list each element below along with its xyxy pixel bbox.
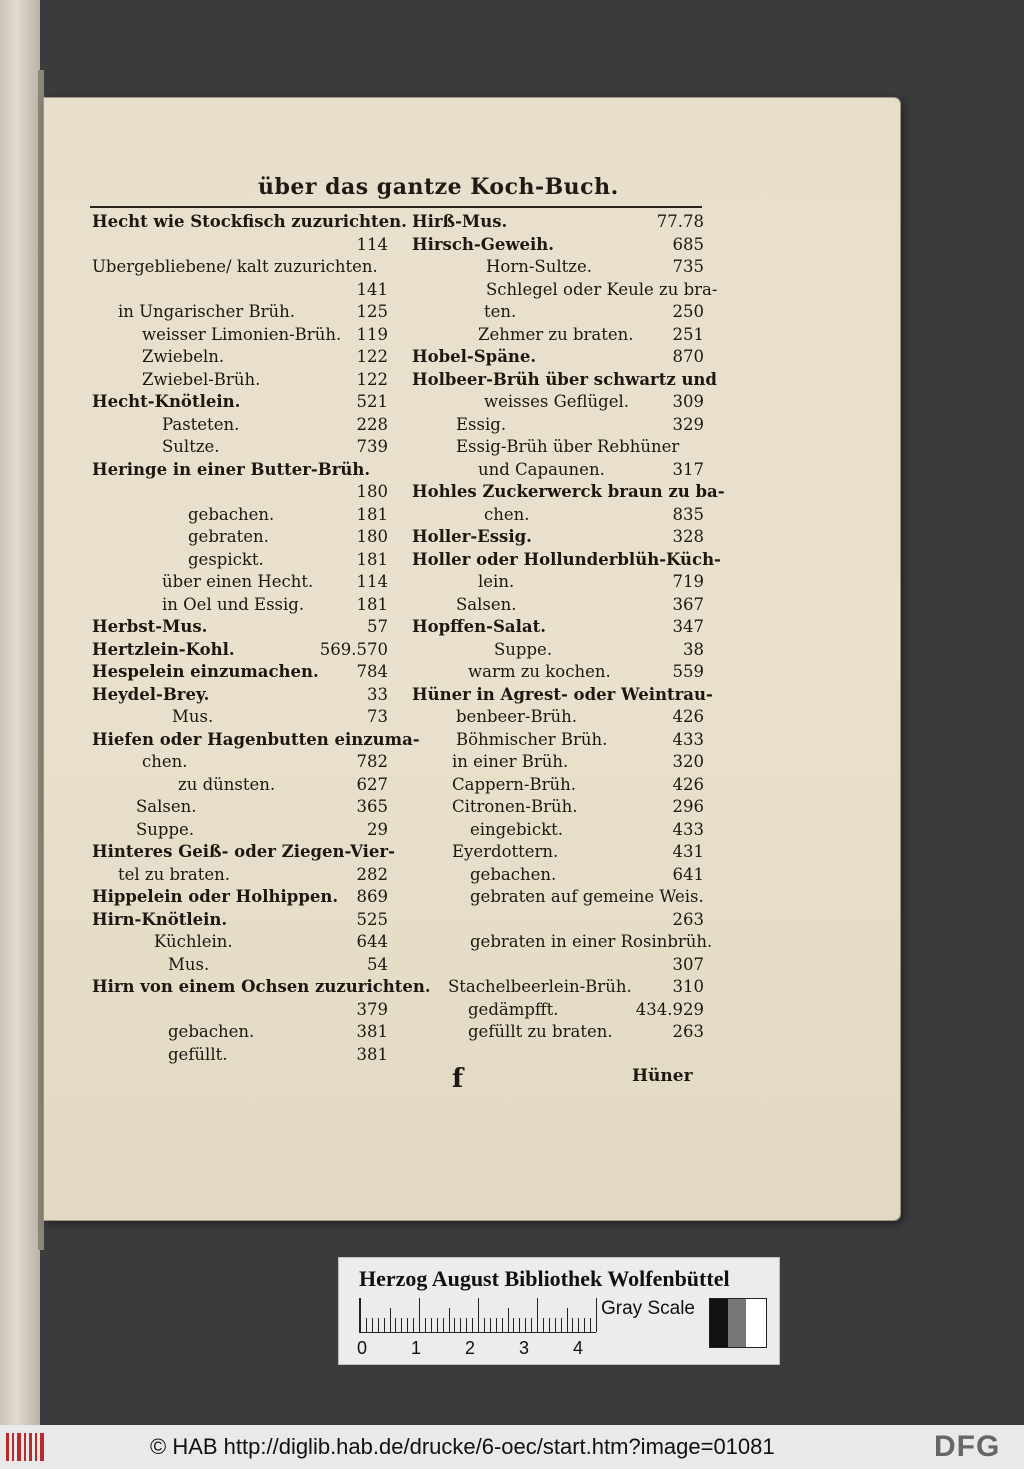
ruler-tick: [431, 1318, 432, 1332]
page-number: 685: [672, 234, 704, 254]
index-entry: Sultze.: [162, 437, 220, 456]
page-number: 434.929: [635, 999, 704, 1019]
ruler-tick: [567, 1308, 568, 1332]
page-number: 33: [367, 684, 388, 704]
ruler-tick: [395, 1318, 396, 1332]
ruler-label: 4: [573, 1338, 584, 1358]
index-entry: über einen Hecht.: [162, 572, 314, 591]
index-entry: Hirß-Mus.: [412, 212, 508, 231]
page-number: 347: [672, 617, 704, 636]
page-number: 119: [356, 324, 388, 344]
page-number: 521: [356, 392, 388, 411]
page-number: 310: [672, 977, 704, 996]
index-entry: in Oel und Essig.: [162, 594, 305, 614]
index-entry: Suppe.: [494, 639, 553, 659]
page-number: 644: [356, 932, 388, 951]
page-number: 627: [356, 774, 388, 794]
ruler-tick: [508, 1308, 509, 1332]
index-entry: Hecht wie Stockfisch zuzurichten.: [92, 212, 407, 231]
ruler-tick: [555, 1318, 556, 1332]
library-name: Herzog August Bibliothek Wolfenbüttel: [359, 1266, 730, 1291]
index-entry: Pasteten.: [162, 414, 240, 434]
page-number: 122: [356, 347, 388, 366]
page-number: 57: [367, 617, 388, 636]
ruler-tick: [525, 1318, 526, 1332]
ruler-tick: [466, 1318, 467, 1332]
page-number: 38: [683, 639, 704, 659]
index-entry: Hinteres Geiß- oder Ziegen-Vier-: [92, 842, 395, 861]
index-entry: Hecht-Knötlein.: [92, 392, 241, 411]
index-entry: Hespelein einzumachen.: [92, 662, 319, 681]
index-entry: in Ungarischer Brüh.: [118, 302, 295, 321]
page-number: 181: [356, 504, 388, 524]
page-number: 181: [356, 594, 388, 614]
ruler-tick: [578, 1318, 579, 1332]
page-number: 263: [672, 1022, 704, 1041]
ruler-tick: [584, 1318, 585, 1332]
page-number: 782: [356, 752, 388, 771]
page-number: 433: [672, 819, 704, 839]
page-number: 431: [672, 842, 704, 861]
index-entry: Ubergebliebene/ kalt zuzurichten.: [92, 257, 378, 276]
ruler-tick: [531, 1318, 532, 1332]
index-entry: gebachen.: [470, 864, 557, 884]
ruler-tick: [537, 1298, 538, 1332]
index-entry: Essig-Brüh über Rebhüner: [456, 437, 680, 456]
page-number: 739: [356, 437, 388, 456]
ruler-tick: [460, 1318, 461, 1332]
page-number: 317: [672, 459, 704, 479]
page-number: 719: [672, 572, 704, 591]
index-entry: Hirn von einem Ochsen zuzurichten.: [92, 977, 431, 996]
ruler-tick: [360, 1298, 361, 1332]
page-number: 263: [672, 909, 704, 929]
swatch-black: [710, 1299, 728, 1347]
index-entry: gebraten auf gemeine Weis.: [470, 887, 704, 906]
page-number: 365: [356, 797, 388, 816]
index-entry: warm zu kochen.: [468, 662, 611, 681]
index-entry: Zwiebeln.: [142, 347, 225, 366]
index-entry: chen.: [142, 752, 188, 771]
ruler-tick: [478, 1298, 479, 1332]
index-entry: Schlegel oder Keule zu bra-: [486, 279, 718, 299]
page-number: 320: [672, 752, 704, 771]
index-entry: gebraten.: [188, 527, 269, 546]
measurement-ruler: [359, 1298, 596, 1333]
ruler-label: 0: [357, 1338, 368, 1358]
page-number: 328: [672, 527, 704, 546]
index-entry: Salsen.: [136, 797, 197, 816]
index-entry: Citronen-Brüh.: [452, 797, 578, 816]
page-number: 77.78: [656, 212, 704, 231]
page-number: 433: [672, 729, 704, 749]
ruler-tick: [425, 1318, 426, 1332]
index-entry: gespickt.: [188, 549, 264, 569]
ruler-tick: [454, 1318, 455, 1332]
ruler-tick: [596, 1298, 597, 1332]
index-entry: benbeer-Brüh.: [456, 707, 578, 726]
page-number: 180: [356, 527, 388, 546]
page-number: 73: [367, 707, 388, 726]
ruler-label: 3: [519, 1338, 530, 1358]
dfg-logo: DFG: [934, 1430, 1001, 1463]
page-number: 569.570: [319, 639, 388, 659]
swatch-gray: [728, 1299, 746, 1347]
index-entry: weisses Geflügel.: [484, 392, 630, 411]
index-entry: Heringe in einer Butter-Brüh.: [92, 459, 371, 479]
ruler-tick: [513, 1318, 514, 1332]
page-number: 125: [356, 302, 388, 321]
index-entry: gebraten in einer Rosinbrüh.: [470, 932, 713, 951]
viewer-footer-bar: [0, 1425, 1024, 1469]
ruler-tick: [561, 1318, 562, 1332]
ruler-tick: [413, 1318, 414, 1332]
index-entry: gebachen.: [188, 504, 275, 524]
gray-scale-swatch: [709, 1298, 767, 1348]
index-entry: Böhmischer Brüh.: [456, 729, 608, 749]
index-entry: gefüllt zu braten.: [468, 1022, 613, 1041]
ruler-tick: [366, 1318, 367, 1332]
index-entry: Zwiebel-Brüh.: [142, 369, 261, 389]
page-number: 735: [672, 257, 704, 276]
header-rule: [90, 206, 702, 208]
ruler-label: 1: [411, 1338, 422, 1358]
page-number: 228: [356, 414, 388, 434]
index-entry: Holbeer-Brüh über schwartz und: [412, 369, 717, 389]
index-entry: Zehmer zu braten.: [478, 324, 634, 344]
page-number: 180: [356, 482, 388, 501]
index-entry: Mus.: [168, 954, 210, 974]
page-number: 114: [356, 234, 388, 254]
page-number: 141: [356, 279, 388, 299]
ruler-tick: [590, 1318, 591, 1332]
page-number: 181: [356, 549, 388, 569]
page-number: 329: [672, 414, 704, 434]
index-entry: Küchlein.: [154, 932, 233, 951]
ruler-tick: [572, 1318, 573, 1332]
index-entry: Essig.: [456, 414, 507, 434]
index-entry: Hopffen-Salat.: [412, 617, 546, 636]
ruler-tick: [502, 1318, 503, 1332]
index-entry: gebachen.: [168, 1022, 255, 1041]
index-entry: chen.: [484, 504, 530, 524]
page-number: 381: [356, 1044, 388, 1064]
index-entry: gefüllt.: [168, 1044, 228, 1064]
page-number: 307: [672, 954, 704, 974]
barcode-icon: [6, 1433, 46, 1461]
page-number: 379: [356, 999, 388, 1019]
ruler-tick: [401, 1318, 402, 1332]
page-number: 381: [356, 1022, 388, 1041]
signature-mark: f: [452, 1064, 464, 1094]
page-number: 426: [672, 774, 704, 794]
ruler-tick: [449, 1308, 450, 1332]
page-number: 122: [356, 369, 388, 389]
ruler-tick: [543, 1318, 544, 1332]
index-entry: zu dünsten.: [178, 774, 276, 794]
index-entry: Eyerdottern.: [452, 842, 559, 861]
page-number: 641: [672, 864, 704, 884]
index-entry: und Capaunen.: [478, 459, 605, 479]
index-entry: Horn-Sultze.: [486, 257, 592, 276]
ruler-tick: [472, 1318, 473, 1332]
index-entry: Hobel-Späne.: [412, 347, 537, 366]
page-number: 54: [367, 954, 388, 974]
index-entry: Salsen.: [456, 594, 517, 614]
index-entry: Holler oder Hollunderblüh-Küch-: [412, 549, 721, 569]
ruler-tick: [437, 1318, 438, 1332]
index-entry: Hüner in Agrest- oder Weintrau-: [412, 684, 713, 704]
index-entry: Hirn-Knötlein.: [92, 909, 228, 929]
library-reference-card: [338, 1257, 780, 1365]
index-entry: eingebickt.: [470, 819, 563, 839]
page-number: 784: [356, 662, 388, 681]
index-entry: ten.: [484, 302, 517, 321]
page-number: 251: [672, 324, 704, 344]
index-entry: Hertzlein-Kohl.: [92, 639, 235, 659]
page-number: 296: [672, 797, 704, 816]
page-number: 835: [672, 504, 704, 524]
page-number: 870: [672, 347, 704, 366]
ruler-tick: [519, 1318, 520, 1332]
ruler-tick: [378, 1318, 379, 1332]
adjacent-page-edge: [0, 0, 40, 1425]
index-entry: Holler-Essig.: [412, 527, 532, 546]
page-number: 367: [672, 594, 704, 614]
page-number: 250: [672, 302, 704, 321]
index-entry: Suppe.: [136, 819, 195, 839]
page-number: 426: [672, 707, 704, 726]
ruler-tick: [490, 1318, 491, 1332]
ruler-tick: [407, 1318, 408, 1332]
index-entry: Hiefen oder Hagenbutten einzuma-: [92, 729, 420, 749]
swatch-white: [746, 1299, 766, 1347]
ruler-tick: [484, 1318, 485, 1332]
page-number: 559: [672, 662, 704, 681]
ruler-tick: [443, 1318, 444, 1332]
ruler-tick: [419, 1298, 420, 1332]
running-head: über das gantze Koch-Buch.: [258, 174, 619, 200]
index-entry: in einer Brüh.: [452, 752, 569, 771]
index-entry: Hirsch-Geweih.: [412, 234, 555, 254]
page-number: 114: [356, 572, 388, 591]
ruler-tick: [384, 1318, 385, 1332]
index-entry: Hohles Zuckerwerck braun zu ba-: [412, 482, 725, 501]
ruler-tick: [372, 1318, 373, 1332]
copyright-link[interactable]: © HAB http://diglib.hab.de/drucke/6-oec/start.htm?image=01081: [150, 1434, 775, 1459]
index-entry: tel zu braten.: [118, 864, 231, 884]
index-entry: Cappern-Brüh.: [452, 774, 576, 794]
page-number: 29: [367, 819, 388, 839]
ruler-tick: [496, 1318, 497, 1332]
index-entry: Hippelein oder Holhippen.: [92, 887, 339, 906]
page-number: 309: [672, 392, 704, 411]
index-entry: gedämpfft.: [468, 999, 559, 1019]
index-entry: Heydel-Brey.: [92, 684, 210, 704]
gray-scale-label: Gray Scale: [601, 1298, 695, 1319]
ruler-tick: [390, 1308, 391, 1332]
index-entry: Stachelbeerlein-Brüh.: [448, 977, 632, 996]
ruler-tick: [549, 1318, 550, 1332]
index-entry: Herbst-Mus.: [92, 617, 208, 636]
catchword: Hüner: [632, 1066, 693, 1086]
index-entry: lein.: [478, 572, 515, 591]
ruler-label: 2: [465, 1338, 476, 1358]
index-entry: weisser Limonien-Brüh.: [142, 324, 342, 344]
page-number: 869: [356, 887, 388, 906]
page-number: 282: [356, 864, 388, 884]
page-number: 525: [356, 909, 388, 929]
index-entry: Mus.: [172, 707, 214, 726]
